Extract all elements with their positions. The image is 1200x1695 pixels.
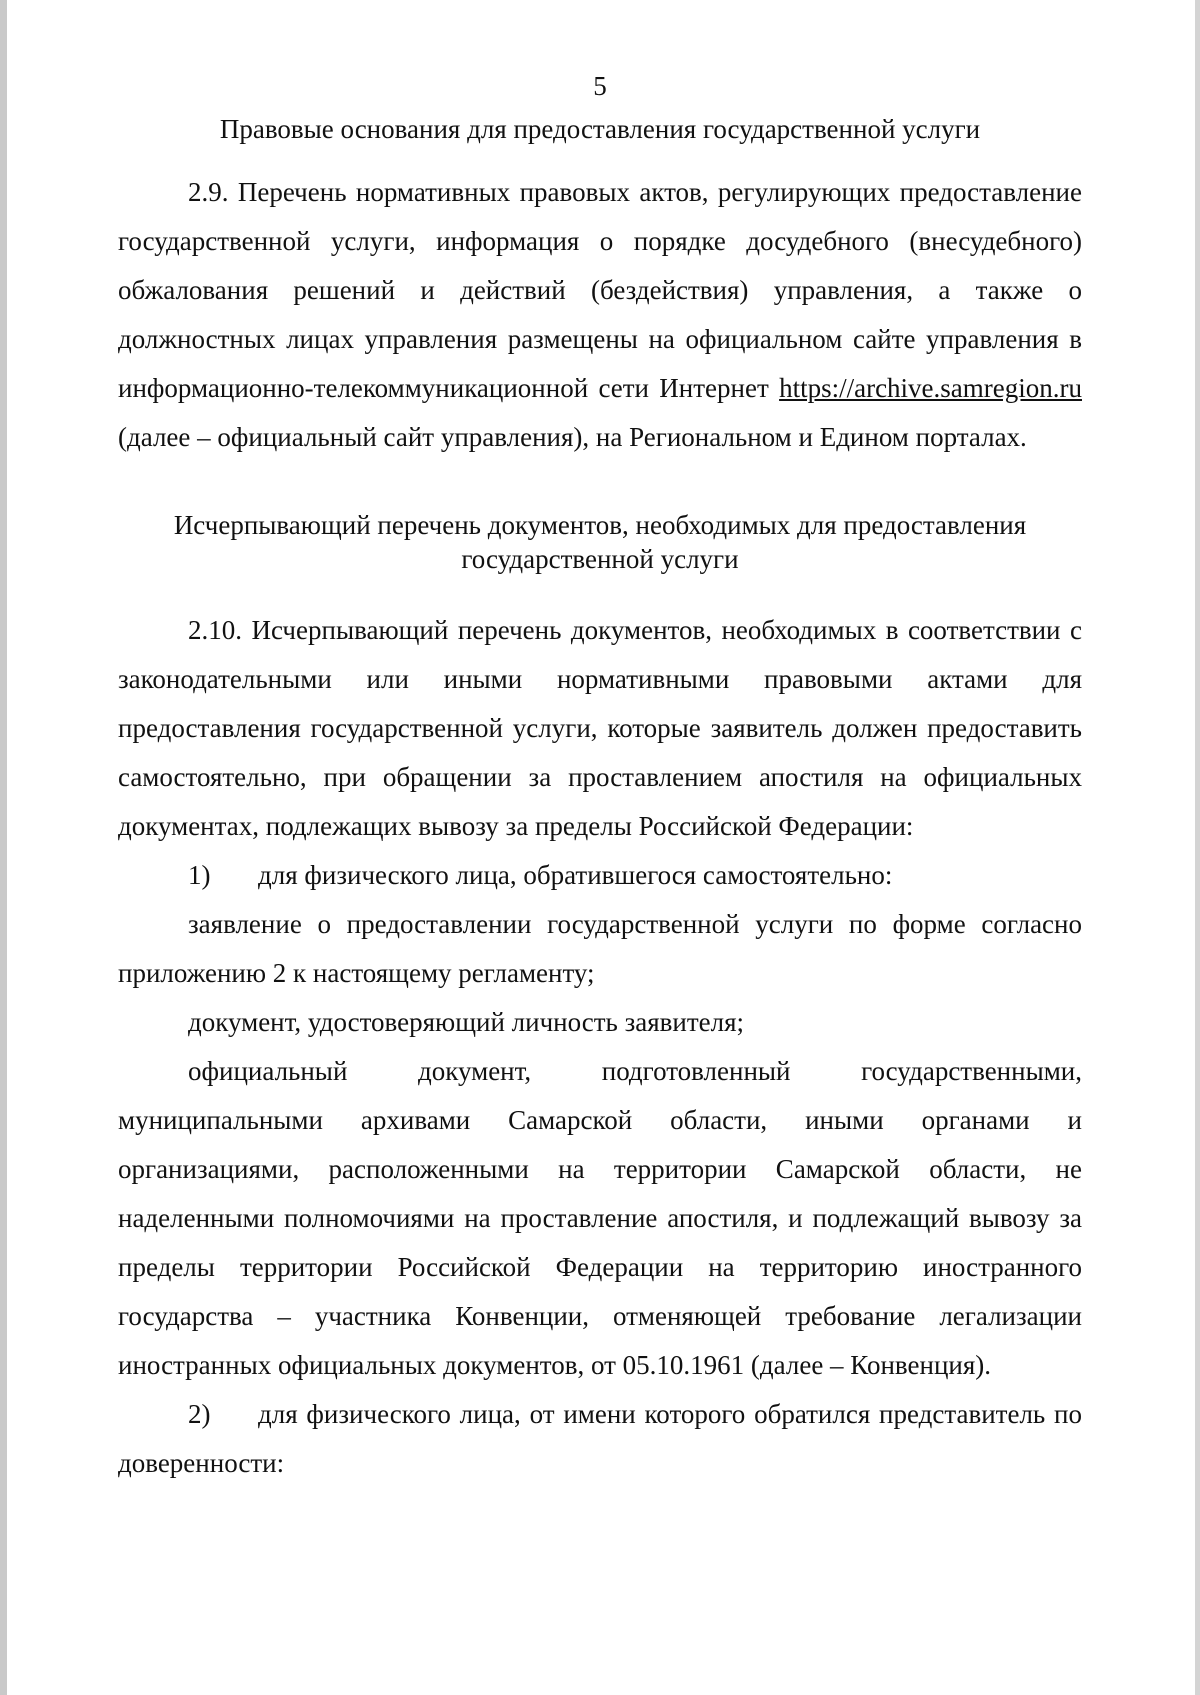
paragraph-2-9-text-start: 2.9. Перечень нормативных правовых актов, регулирующих предоставление государственной услуги, информация о порядке досудебного (внесудебного) обжалования решений и действий (бездействия) управления, а также о должностных лицах управления размещены на официальном сайте управления в информационно-телекоммуникационной сети Интернет [118, 177, 1082, 403]
document-page [118, 60, 1082, 1488]
scan-edge-right [1195, 0, 1200, 1695]
page-number: 5 [593, 71, 607, 101]
section-heading-documents [118, 508, 1082, 576]
list-item-1-document-application: заявление о предоставлении государственной услуги по форме согласно приложению 2 к настоящему регламенту; [118, 909, 1082, 988]
list-item-1-number: 1) [188, 860, 211, 890]
list-item-2-number: 2) [188, 1399, 211, 1429]
official-site-link[interactable]: https://archive.samregion.ru [779, 373, 1082, 403]
list-item-2-text: для физического лица, от имени которого обратился представитель по доверенности: [118, 1399, 1082, 1478]
paragraph-2-10: 2.10. Исчерпывающий перечень документов, необходимых в соответствии с законодательными или иными нормативными правовыми актами для предоставления государственной услуги, которые заявитель должен предоставить самостоятельно, при обращении за проставлением апостиля на официальных документах, подлежащих вывозу за пределы Российской Федерации: [118, 615, 1082, 841]
list-item-1-document-official: официальный документ, подготовленный государственными, муниципальными архивами Самарской области, иными органами и организациями, расположенными на территории Самарской области, не наделенными полномочиями на проставление апостиля, и подлежащий вывозу за пределы территории Российской Федерации на территорию иностранного государства – участника Конвенции, отменяющей требование легализации иностранных официальных документов, от 05.10.1961 (далее – Конвенция). [118, 1056, 1082, 1380]
paragraph-2-9-text-end: (далее – официальный сайт управления), на Региональном и Едином порталах. [118, 422, 1027, 452]
section-heading-documents-line2: государственной услуги [461, 544, 739, 574]
paragraph-2-9 [118, 168, 1082, 462]
spacer [118, 462, 1082, 508]
list-item-1-text: для физического лица, обратившегося самостоятельно: [258, 860, 893, 890]
list-item-2 [118, 1390, 1082, 1488]
spacer [118, 146, 1082, 168]
scan-edge-left [0, 0, 7, 1695]
section-heading-documents-line1: Исчерпывающий перечень документов, необходимых для предоставления [173, 510, 1027, 540]
section-heading-legal-basis: Правовые основания для предоставления государственной услуги [219, 114, 981, 144]
list-item-1-document-id: документ, удостоверяющий личность заявителя; [188, 1007, 745, 1037]
spacer [118, 576, 1082, 606]
list-item-1 [118, 851, 1082, 900]
